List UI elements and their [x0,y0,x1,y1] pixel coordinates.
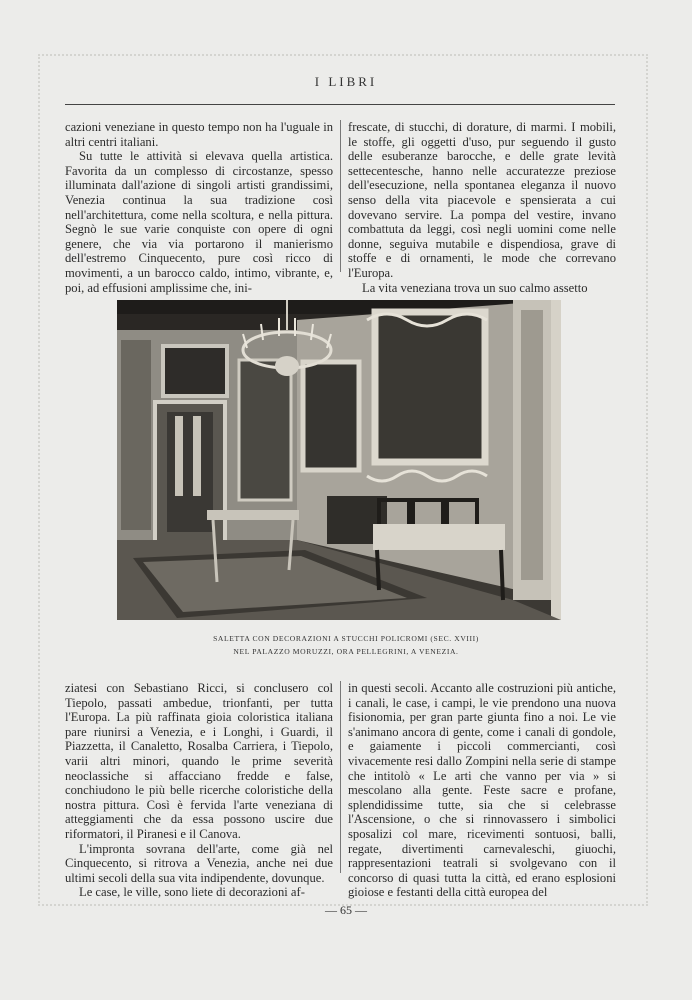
paragraph: frescate, di stucchi, di dorature, di marmi. I mobili, le stoffe, gli oggetti d'uso, pur seguendo il gusto delle esuberanze barocche, e delle grate levità settecentesche, hanno nelle accuratezze preziose dell'esecuzione, nella spontanea eleganza il nuovo senso della vita piacevole e spensierata a cui dovevano servire. La pompa del vestire, invano combattuta da leggi, così negli uomini come nelle donne, seguiva mutabile e dispendiosa, grave di stoffe e di ornamenti, le mode che correvano l'Europa. [348,120,616,280]
paragraph: L'impronta sovrana dell'arte, come già nel Cinquecento, si ritrova a Venezia, anche nei due ultimi secoli della sua vita indipendente, dovunque. [65,841,333,885]
paragraph: Le case, le ville, sono liete di decorazioni af- [79,885,305,900]
caption-line: SALETTA CON DECORAZIONI A STUCCHI POLICROMI (SEC. XVIII) [213,634,479,643]
column-bottom-left [65,681,333,900]
running-header: I LIBRI [314,74,378,89]
column-top-right [348,120,616,295]
header-rule [65,104,615,105]
column-top-left [65,120,333,295]
page-number: — 65 — [325,903,367,917]
paragraph: in questi secoli. Accanto alle costruzioni più antiche, i canali, le case, i campi, le vie prendono una nuova fisionomia, per gran parte giunta fino a noi. Le vie s'animano ancora di gente, come i canali di gondole, e gaiamente i piccoli commercianti, così vivacemente resi dallo Zompini nella serie di stampe che intitolò « Le arti che vanno per via » si mescolano alla gente. Feste sacre e profane, splendidissime tutte, sia che si celebrasse l'Ascensione, o che si rinnovassero i simbolici sposalizi col mare, ricevimenti sontuosi, balli, regate, divertimenti carnevaleschi, giuochi, rappresentazioni teatrali si svolgevano con il concorso di quasi tutta la città, ed erano esplosioni gioiose e festanti della città europea del [348,681,616,900]
column-bottom-right [348,681,616,900]
figure-caption [0,632,692,658]
paragraph: Su tutte le attività si elevava quella artistica. Favorita da un complesso di circostanze, spesso illuminata dall'azione di singoli artisti grandissimi, Venezia continua la sua tradizione così nell'architettura, come nella scoltura, e nella pittura. Segnò le sue varie conquiste con opere di ogni genere, che via via portarono il manierismo dell'estremo Cinquecento, pure così ricco di movimenti, a un barocco caldo, intimo, vibrante, e, poi, ad effusioni amplissime che, ini- [65,149,333,295]
paragraph: ziatesi con Sebastiano Ricci, si conclusero col Tiepolo, passati ambedue, trionfanti, per tutta l'Europa. La più raffinata gioia coloristica italiana pare riunirsi a Venezia, e i Longhi, i Guardi, il Piazzetta, il Canaletto, Rosalba Carriera, i Tiepolo, varii altri minori, quando le prime severità neoclassiche si affacciano fredde e false, conchiudono le più belle ricerche coloristiche della nostra pittura. Così è fervida l'arte veneziana di atteggiamenti che da essa possono uscire due riformatori, il Piranesi e il Canova. [65,681,333,841]
column-divider [340,681,341,873]
paragraph: cazioni veneziane in questo tempo non ha l'uguale in altri centri italiani. [65,120,333,149]
caption-line: NEL PALAZZO MORUZZI, ORA PELLEGRINI, A VENEZIA. [233,647,459,656]
column-divider [340,120,341,272]
paragraph: La vita veneziana trova un suo calmo assetto [362,280,588,295]
room-photograph [117,300,561,620]
